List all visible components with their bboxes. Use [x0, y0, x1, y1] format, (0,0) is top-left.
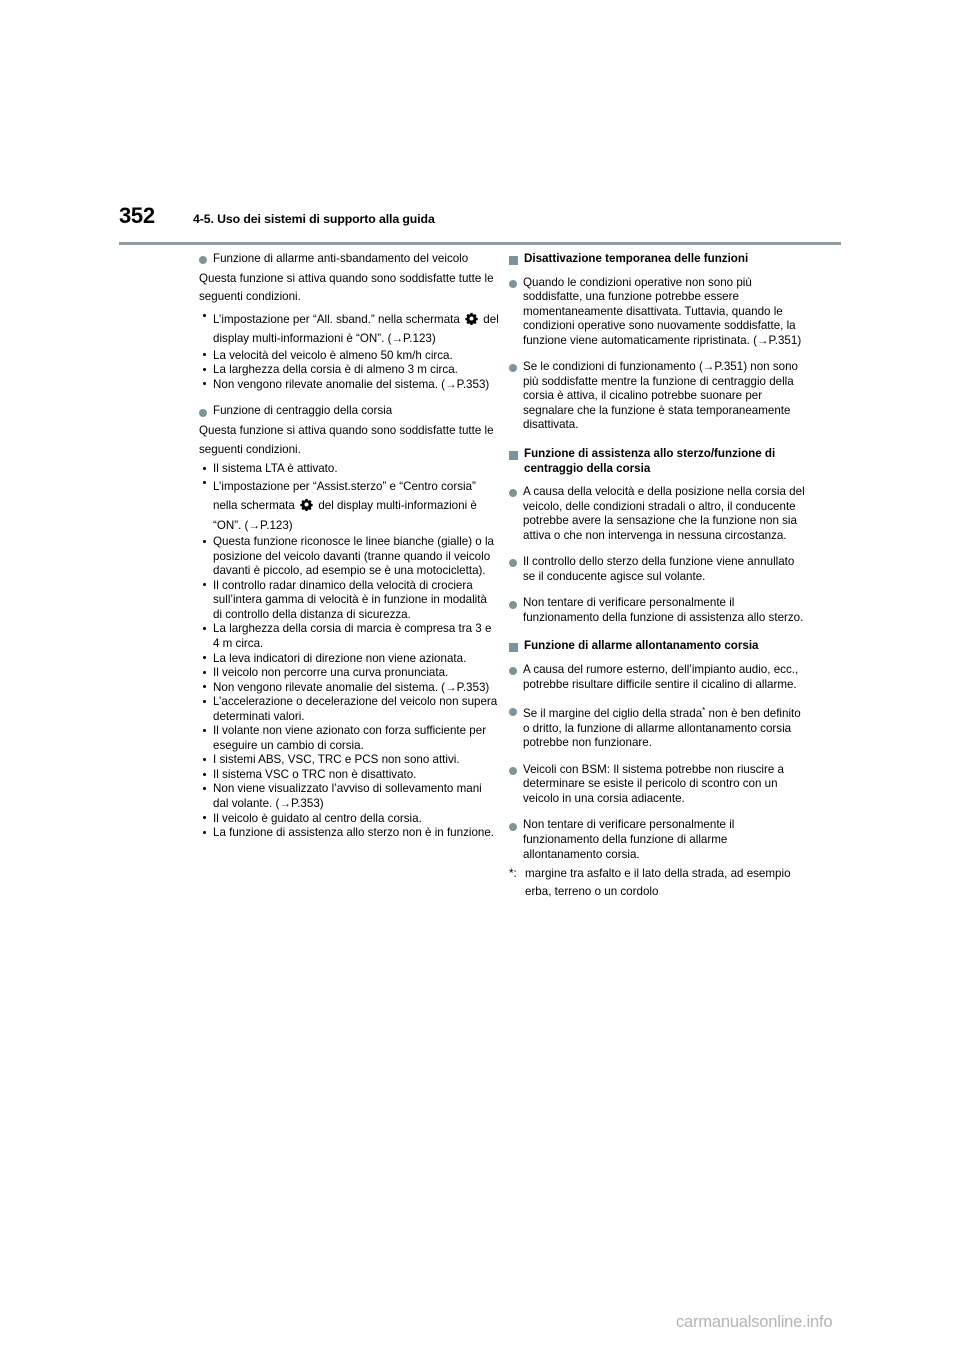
- right-item-text: A causa della velocità e della posizione nella corsia del veicolo, delle condizioni stradali o altro, il conducente potrebbe avere la sensazione che la funzione non sia attiva o che non intervenga in nessuna circostanza.: [523, 485, 805, 542]
- dot-bullet-icon: [203, 816, 206, 819]
- footnote: [509, 865, 809, 901]
- list-item: [199, 724, 499, 753]
- right-column: [509, 250, 809, 901]
- list-item-text: L’accelerazione o decelerazione del veicolo non supera determinati valori.: [213, 695, 498, 723]
- square-bullet-icon: [509, 451, 518, 460]
- list-item: [199, 363, 499, 378]
- round-bullet-icon: [509, 823, 517, 831]
- right-item-text: Se le condizioni di funzionamento (→P.351) non sono più soddisfatte mentre la funzione di centraggio della corsia è attiva, il cicalino potrebbe suonare per segnalare che la funzione è stata temporaneamente disattivata.: [523, 360, 798, 432]
- right-heading-1: [509, 252, 809, 267]
- right-item: [509, 818, 809, 862]
- list-item-text: L’impostazione per “All. sband.” nella schermata: [213, 312, 460, 326]
- right-heading-2: [509, 447, 809, 476]
- page-title: 4-5. Uso dei sistemi di supporto alla guida: [193, 212, 435, 226]
- list-item: [199, 826, 499, 841]
- page-number: 352: [119, 203, 155, 228]
- round-bullet-icon: [199, 256, 207, 264]
- page-body: [119, 250, 841, 901]
- right-heading-3-text: Funzione di allarme allontanamento corsia: [524, 639, 759, 653]
- dot-bullet-icon: [203, 481, 206, 484]
- round-bullet-icon: [509, 708, 517, 716]
- spacer: [509, 657, 809, 661]
- spacer: [509, 753, 809, 761]
- round-bullet-icon: [509, 280, 517, 288]
- dot-bullet-icon: [203, 773, 206, 776]
- list-item-text: Non viene visualizzato l’avviso di sollevamento mani dal volante. (→P.353): [213, 782, 482, 810]
- right-item-text: Non tentare di verificare personalmente il funzionamento della funzione di allarme allontanamento corsia.: [523, 818, 735, 861]
- right-heading-1-text: Disattivazione temporanea delle funzioni: [524, 252, 749, 265]
- left-heading-1-text: Funzione di allarme anti-sbandamento del veicolo: [213, 252, 469, 265]
- left-column: [199, 250, 499, 901]
- list-item-text: Questa funzione riconosce le linee bianche (gialle) o la posizione del veicolo davanti (tranne quando il veicolo davanti è piccolo, ad esempio se è una motocicletta).: [213, 535, 494, 578]
- list-item-text: Il veicolo è guidato al centro della corsia.: [213, 811, 422, 825]
- spacer: [509, 270, 809, 274]
- dot-bullet-icon: [203, 700, 206, 703]
- left-intro-2: Questa funzione si attiva quando sono soddisfatte tutte le seguenti condizioni.: [199, 423, 494, 456]
- list-item: [199, 310, 499, 349]
- right-item-text: Quando le condizioni operative non sono più soddisfatte, una funzione potrebbe essere momentaneamente disattivata. Tuttavia, quando le condizioni operative sono nuovamente soddisfatte, la funzione viene automaticamente ripristinata. (→P.351): [523, 275, 802, 347]
- right-item: [509, 276, 809, 349]
- list-item: [199, 681, 499, 696]
- right-item-text-tail: non è ben definito o dritto, la funzione di allarme allontanamento corsia potrebbe non funzionare.: [523, 707, 801, 750]
- spacer: [509, 627, 809, 637]
- list-item: [199, 812, 499, 827]
- dot-bullet-icon: [203, 540, 206, 543]
- right-heading-3: [509, 639, 809, 654]
- dot-bullet-icon: [203, 729, 206, 732]
- list-item: [199, 378, 499, 393]
- dot-bullet-icon: [203, 382, 206, 385]
- spacer: [509, 694, 809, 702]
- right-item-text: Veicoli con BSM: Il sistema potrebbe non riuscire a determinare se esiste il pericolo di scontro con un veicolo in una corsia adiacente.: [523, 762, 784, 805]
- round-bullet-icon: [509, 767, 517, 775]
- page-header: [119, 205, 841, 237]
- right-item-text: Il controllo dello sterzo della funzione viene annullato se il conducente agisce sul volante.: [523, 555, 795, 583]
- dot-bullet-icon: [203, 656, 206, 659]
- list-item-text: Non vengono rilevate anomalie del sistema. (→P.353): [213, 377, 490, 391]
- list-item: [199, 477, 499, 536]
- dot-bullet-icon: [203, 353, 206, 356]
- spacer: [509, 435, 809, 445]
- list-item-text: I sistemi ABS, VSC, TRC e PCS non sono attivi.: [213, 753, 460, 767]
- footnote-marker: *:: [509, 867, 517, 881]
- square-bullet-icon: [509, 643, 518, 652]
- right-item: [509, 596, 809, 625]
- round-bullet-icon: [509, 364, 517, 372]
- left-heading-1: [199, 252, 499, 267]
- spacer: [509, 545, 809, 553]
- list-item-text: La larghezza della corsia è di almeno 3 m circa.: [213, 363, 458, 377]
- right-item-text: Se il margine del ciglio della strada: [523, 707, 703, 721]
- list-item: [199, 535, 499, 579]
- dot-bullet-icon: [203, 368, 206, 371]
- footnote-marker-inline: *: [702, 706, 706, 716]
- left-heading-2-text: Funzione di centraggio della corsia: [213, 404, 393, 418]
- list-item-text: L’impostazione per “Assist.sterzo” e “Centro corsia” nella schermata: [213, 479, 476, 513]
- list-item-text: La larghezza della corsia di marcia è compresa tra 3 e 4 m circa.: [213, 622, 492, 650]
- spacer: [509, 808, 809, 816]
- list-item: [199, 579, 499, 623]
- list-item-text: La funzione di assistenza allo sterzo non è in funzione.: [213, 826, 495, 840]
- right-item: [509, 485, 809, 543]
- list-item-text: Il veicolo non percorre una curva pronunciata.: [213, 666, 449, 680]
- list-item-text: Il volante non viene azionato con forza sufficiente per eseguire un cambio di corsia.: [213, 724, 487, 752]
- list-item-text: Il sistema LTA è attivato.: [213, 462, 338, 476]
- gear-icon: [300, 498, 313, 511]
- footnote-text: margine tra asfalto e il lato della strada, ad esempio erba, terreno o un cordolo: [525, 867, 791, 899]
- list-item-text-tail: del display multi-informazioni è “ON”. (→P.123): [213, 499, 477, 532]
- spacer: [509, 479, 809, 483]
- left-heading-2: [199, 404, 499, 419]
- right-item-text: A causa del rumore esterno, dell’impianto audio, ecc., potrebbe risultare difficile sentire il cicalino di allarme.: [523, 663, 799, 691]
- round-bullet-icon: [509, 667, 517, 675]
- list-item-text: Il sistema VSC o TRC non è disattivato.: [213, 767, 417, 781]
- list-item: [199, 695, 499, 724]
- footer-watermark: carmanualsonline.info: [676, 1313, 833, 1331]
- dot-bullet-icon: [203, 787, 206, 790]
- list-item-text: Il controllo radar dinamico della velocità di crociera sull’intera gamma di velocità è in funzione in modalità di controllo della distanza di sicurezza.: [213, 578, 487, 621]
- dot-bullet-icon: [203, 685, 206, 688]
- left-intro-1: Questa funzione si attiva quando sono soddisfatte tutte le seguenti condizioni.: [199, 271, 494, 304]
- list-item: [199, 768, 499, 783]
- list-item: [199, 349, 499, 364]
- dot-bullet-icon: [203, 314, 206, 317]
- round-bullet-icon: [199, 409, 207, 417]
- gear-icon: [465, 312, 478, 325]
- round-bullet-icon: [509, 601, 517, 609]
- round-bullet-icon: [509, 489, 517, 497]
- list-item: [199, 782, 499, 811]
- list-item: [199, 622, 499, 651]
- right-item: [509, 555, 809, 584]
- dot-bullet-icon: [203, 831, 206, 834]
- spacer: [199, 392, 499, 402]
- list-item-text: La leva indicatori di direzione non viene azionata.: [213, 651, 467, 665]
- round-bullet-icon: [509, 559, 517, 567]
- dot-bullet-icon: [203, 627, 206, 630]
- right-item: [509, 360, 809, 433]
- list-item: [199, 462, 499, 477]
- header-divider: [119, 242, 841, 245]
- dot-bullet-icon: [203, 583, 206, 586]
- list-item: [199, 753, 499, 768]
- spacer: [509, 350, 809, 358]
- right-item: [509, 663, 809, 692]
- list-item: [199, 652, 499, 667]
- right-item: [509, 704, 809, 751]
- dot-bullet-icon: [203, 758, 206, 761]
- right-heading-2-text: Funzione di assistenza allo sterzo/funzione di centraggio della corsia: [524, 447, 776, 475]
- list-item-text: Non vengono rilevate anomalie del sistema. (→P.353): [213, 680, 490, 694]
- right-item: [509, 763, 809, 807]
- dot-bullet-icon: [203, 467, 206, 470]
- spacer: [509, 586, 809, 594]
- list-item-text: La velocità del veicolo è almeno 50 km/h circa.: [213, 348, 453, 362]
- list-item-text-tail: del display multi-informazioni è “ON”. (→P.123): [213, 312, 499, 346]
- square-bullet-icon: [509, 256, 518, 265]
- dot-bullet-icon: [203, 671, 206, 674]
- right-item-text: Non tentare di verificare personalmente il funzionamento della funzione di assistenza allo sterzo.: [523, 596, 804, 624]
- list-item: [199, 666, 499, 681]
